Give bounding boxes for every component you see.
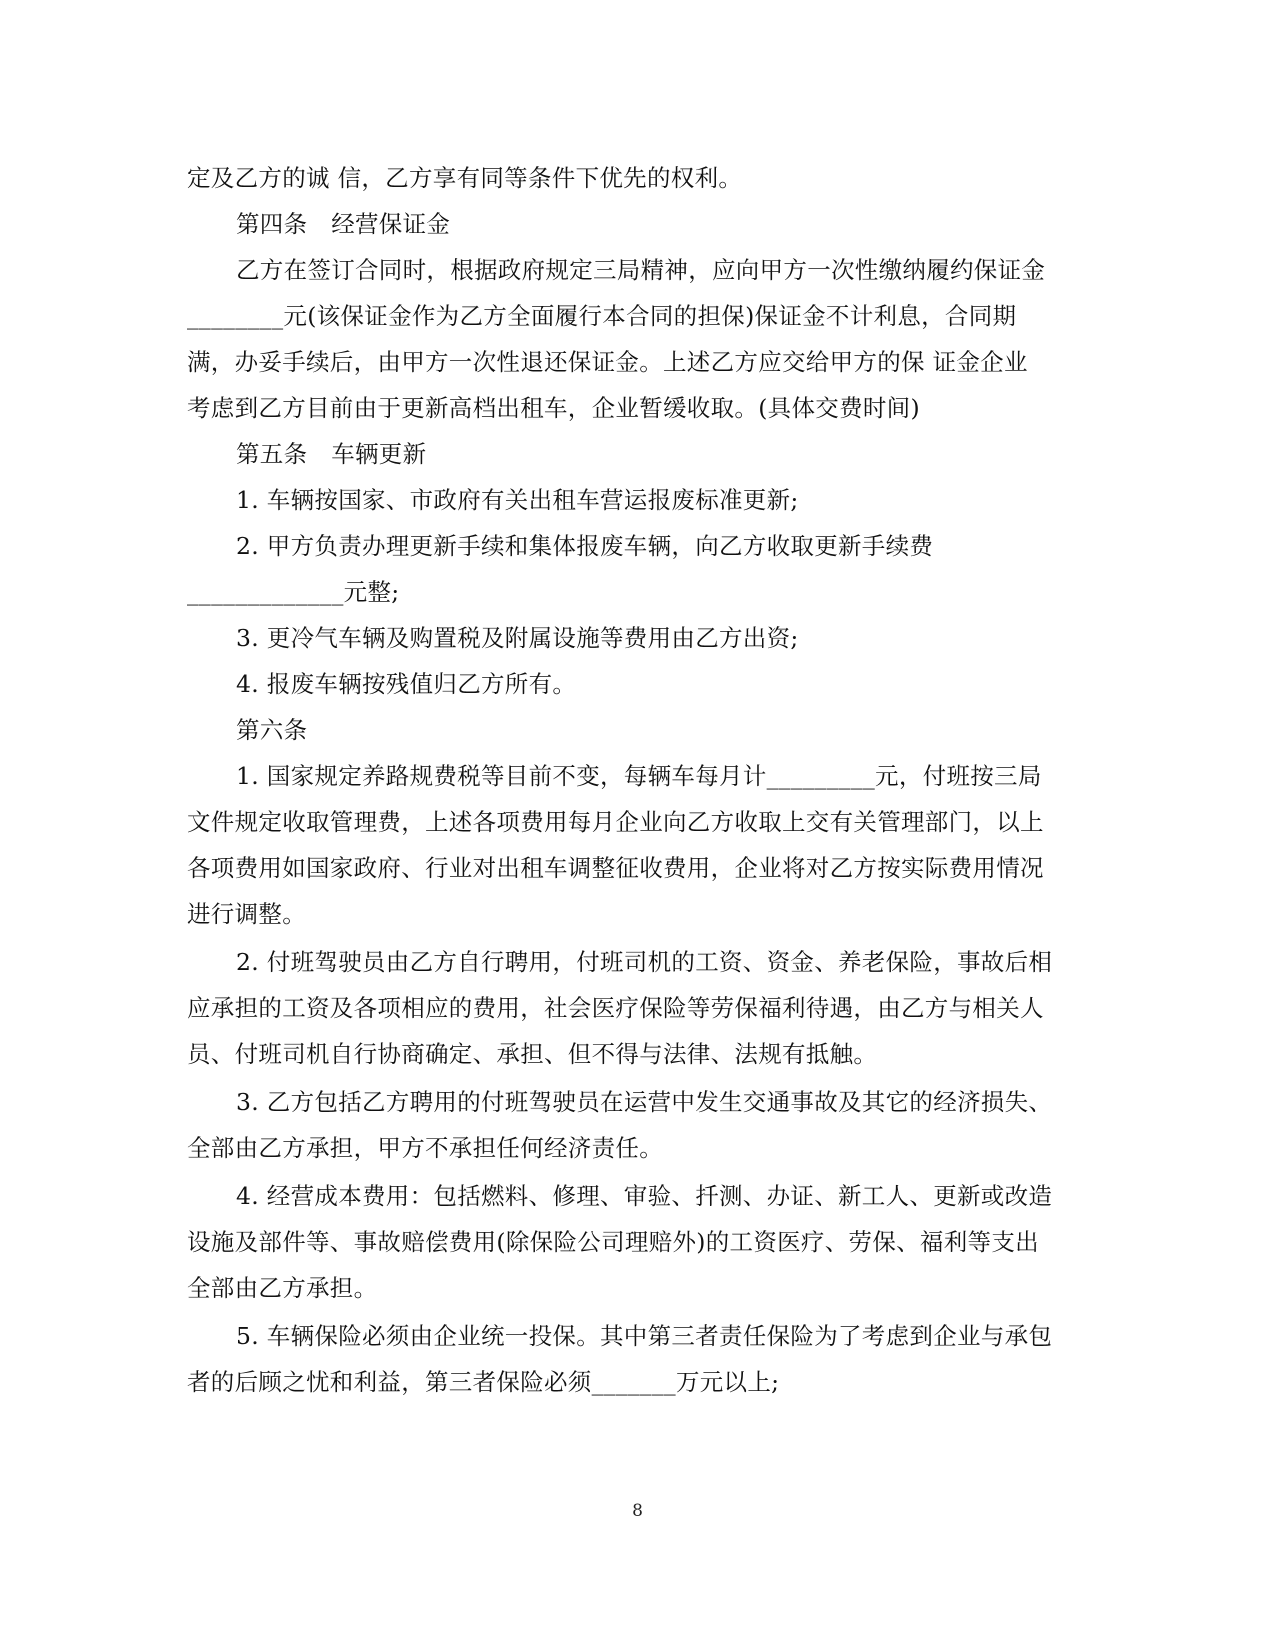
- section-heading-article-4: 第四条 经营保证金: [236, 210, 451, 238]
- text-line: 全部由乙方承担，甲方不承担任何经济责任。: [187, 1134, 663, 1162]
- text-line: 4. 经营成本费用：包括燃料、修理、审验、扦测、办证、新工人、更新或改造: [236, 1182, 1053, 1210]
- text-line: 文件规定收取管理费，上述各项费用每月企业向乙方收取上交有关管理部门，以上: [187, 808, 1044, 836]
- text-line: 1. 国家规定养路规费税等目前不变，每辆车每月计_________元，付班按三局: [236, 762, 1042, 790]
- text-line: 定及乙方的诚 信，乙方享有同等条件下优先的权利。: [187, 164, 743, 192]
- text-line: 3. 更冷气车辆及购置税及附属设施等费用由乙方出资;: [236, 624, 799, 652]
- text-line: 4. 报废车辆按残值归乙方所有。: [236, 670, 577, 698]
- text-line: 进行调整。: [187, 900, 306, 928]
- text-line: 满，办妥手续后，由甲方一次性退还保证金。上述乙方应交给甲方的保 证金企业: [187, 348, 1028, 376]
- text-line: 3. 乙方包括乙方聘用的付班驾驶员在运营中发生交通事故及其它的经济损失、: [236, 1088, 1053, 1116]
- text-line: 员、付班司机自行协商确定、承担、但不得与法律、法规有抵触。: [187, 1040, 878, 1068]
- text-line: 设施及部件等、事故赔偿费用(除保险公司理赔外)的工资医疗、劳保、福利等支出: [187, 1228, 1039, 1256]
- text-line: 5. 车辆保险必须由企业统一投保。其中第三者责任保险为了考虑到企业与承包: [236, 1322, 1053, 1350]
- page-number: 8: [632, 1501, 643, 1521]
- text-line: 者的后顾之忧和利益，第三者保险必须_______万元以上;: [187, 1368, 780, 1396]
- section-heading-article-5: 第五条 车辆更新: [236, 440, 427, 468]
- text-line: 应承担的工资及各项相应的费用，社会医疗保险等劳保福利待遇，由乙方与相关人: [187, 994, 1044, 1022]
- text-line: 2. 甲方负责办理更新手续和集体报废车辆，向乙方收取更新手续费: [236, 532, 934, 560]
- text-line: 全部由乙方承担。: [187, 1274, 378, 1302]
- text-line: 各项费用如国家政府、行业对出租车调整征收费用，企业将对乙方按实际费用情况: [187, 854, 1044, 882]
- text-line: 考虑到乙方目前由于更新高档出租车，企业暂缓收取。(具体交费时间): [187, 394, 920, 422]
- section-heading-article-6: 第六条: [236, 716, 308, 744]
- text-line: 1. 车辆按国家、市政府有关出租车营运报废标准更新;: [236, 486, 799, 514]
- text-line: _____________元整;: [187, 578, 400, 606]
- text-line: 2. 付班驾驶员由乙方自行聘用，付班司机的工资、资金、养老保险，事故后相: [236, 948, 1053, 976]
- text-line: ________元(该保证金作为乙方全面履行本合同的担保)保证金不计利息，合同期: [187, 302, 1017, 330]
- text-line: 乙方在签订合同时，根据政府规定三局精神，应向甲方一次性缴纳履约保证金: [236, 256, 1046, 284]
